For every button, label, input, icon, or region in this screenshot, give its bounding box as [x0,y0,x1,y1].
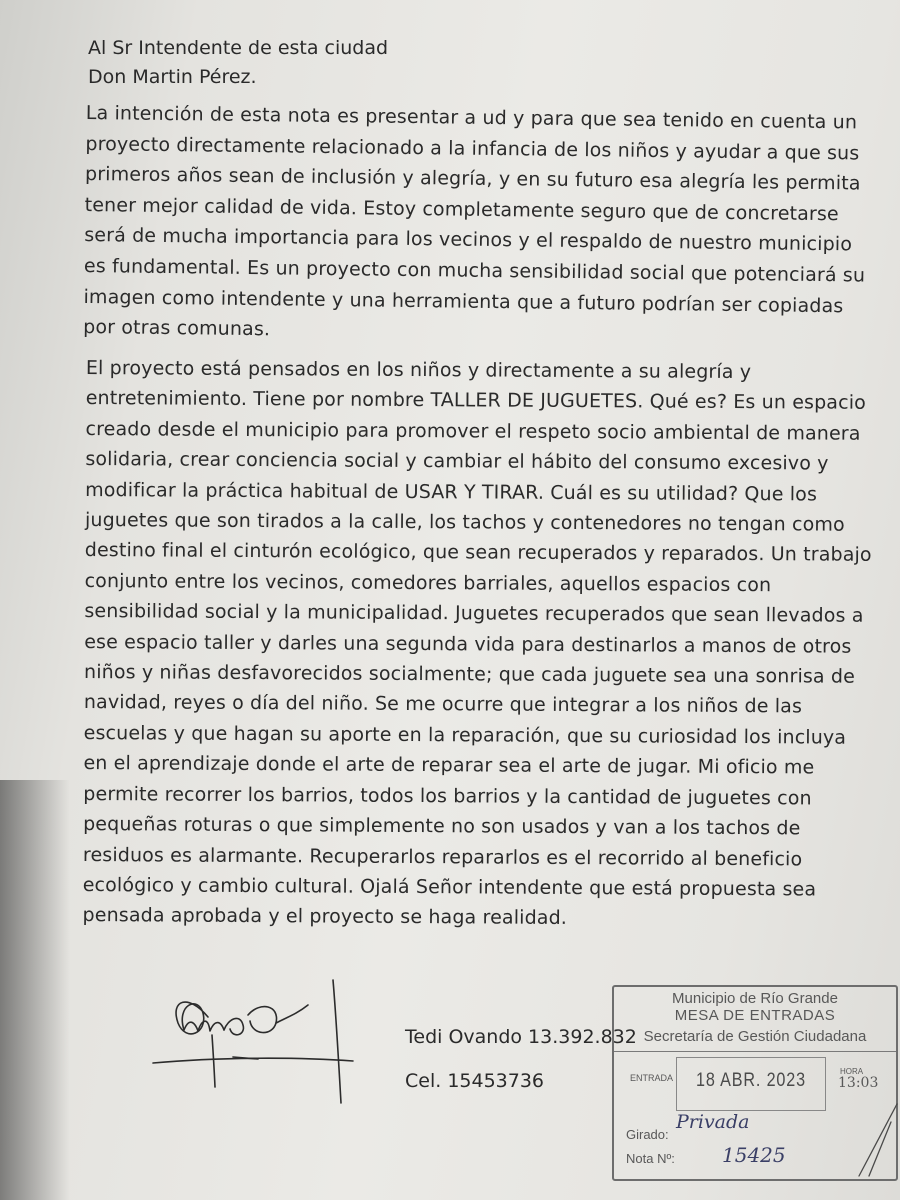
stamp-hour-label: HORA [840,1067,864,1076]
paragraph-1: La intención de esta nota es presentar a ud y para que sea tenido en cuenta un proyecto directamente relacionado a la infancia de los niños y ayudar a que sus primeros años sean de inclusión y alegría, y en su futuro esa alegría les permita tener mejor calidad de vida. Estoy completamente seguro que de concretarse será de mucha importancia para los vecinos y el respaldo de nuestro municipio es fundamental. Es un proyecto con mucha sensibilidad social que potenciará su imagen como intendente y una herramienta que a futuro podrían ser copiadas por otras comunas. [83,101,866,341]
signer-name-id: Tedi Ovando 13.392.832 [405,1026,637,1048]
stamp-secretariat: Secretaría de Gestión Ciudadana [643,1028,867,1045]
stamp-girado-label: Girado: [626,1127,669,1142]
page-shadow [0,780,70,1200]
stamp-girado-value: Privada [676,1111,750,1133]
salutation [88,34,388,92]
salutation-line-1: Al Sr Intendente de esta ciudad [88,37,389,59]
stamp-pen-scribble [839,1102,899,1178]
stamp-municipality: Municipio de Río Grande [672,990,838,1007]
stamp-nota-value: 15425 [722,1143,786,1167]
stamp-nota-label: Nota Nº: [626,1151,675,1166]
handwritten-signature [148,975,388,1110]
stamp-office: MESA DE ENTRADAS [674,1007,836,1024]
salutation-line-2: Don Martin Pérez. [88,66,257,88]
stamp-date: 18 ABR. 2023 [696,1070,806,1091]
stamp-date-box [676,1057,826,1111]
signer-phone: Cel. 15453736 [405,1070,545,1092]
reception-stamp [612,985,898,1181]
paragraph-2: El proyecto está pensados en los niños y directamente a su alegría y entretenimiento. Tiene por nombre TALLER DE JUGUETES. Qué es? Es un espacio creado desde el municipio para promover el respeto socio ambiental de manera solidaria, crear conciencia social y cambiar el hábito del consumo excesivo y modificar la práctica habitual de USAR Y TIRAR. Cuál es su utilidad? Que los juguetes que son tirados a la calle, los tachos y contenedores no tengan como destino final el cinturón ecológico, que sean recuperados y reparados. Un trabajo conjunto entre los vecinos, comedores barriales, aquellos espacios con sensibilidad social y la municipalidad. Juguetes recuperados que sean llevados a ese espacio taller y darles una segunda vida para destinarlos a manos de otros niños y niñas desfavorecidos socialmente; que cada juguete sea una sonrisa de navidad, reyes o día del niño. Se me ocurre que integrar a los niños de las escuelas y que hagan su aporte en la reparación, que su curiosidad los incluya en el aprendizaje donde el arte de reparar sea el arte de jugar. Mi oficio me permite recorrer los barrios, todos los barrios y la cantidad de juguetes con pequeñas roturas o que simplemente no son usados y van a los tachos de residuos es alarmante. Recuperarlos repararlos es el recorrido al beneficio ecológico y cambio cultural. Ojalá Señor intendente que está propuesta sea pensada aprobada y el proyecto se haga realidad. [82,356,872,930]
stamp-entry-label: ENTRADA [630,1073,674,1083]
stamp-hour: 13:03 [838,1075,879,1091]
stamp-divider [614,1051,896,1052]
